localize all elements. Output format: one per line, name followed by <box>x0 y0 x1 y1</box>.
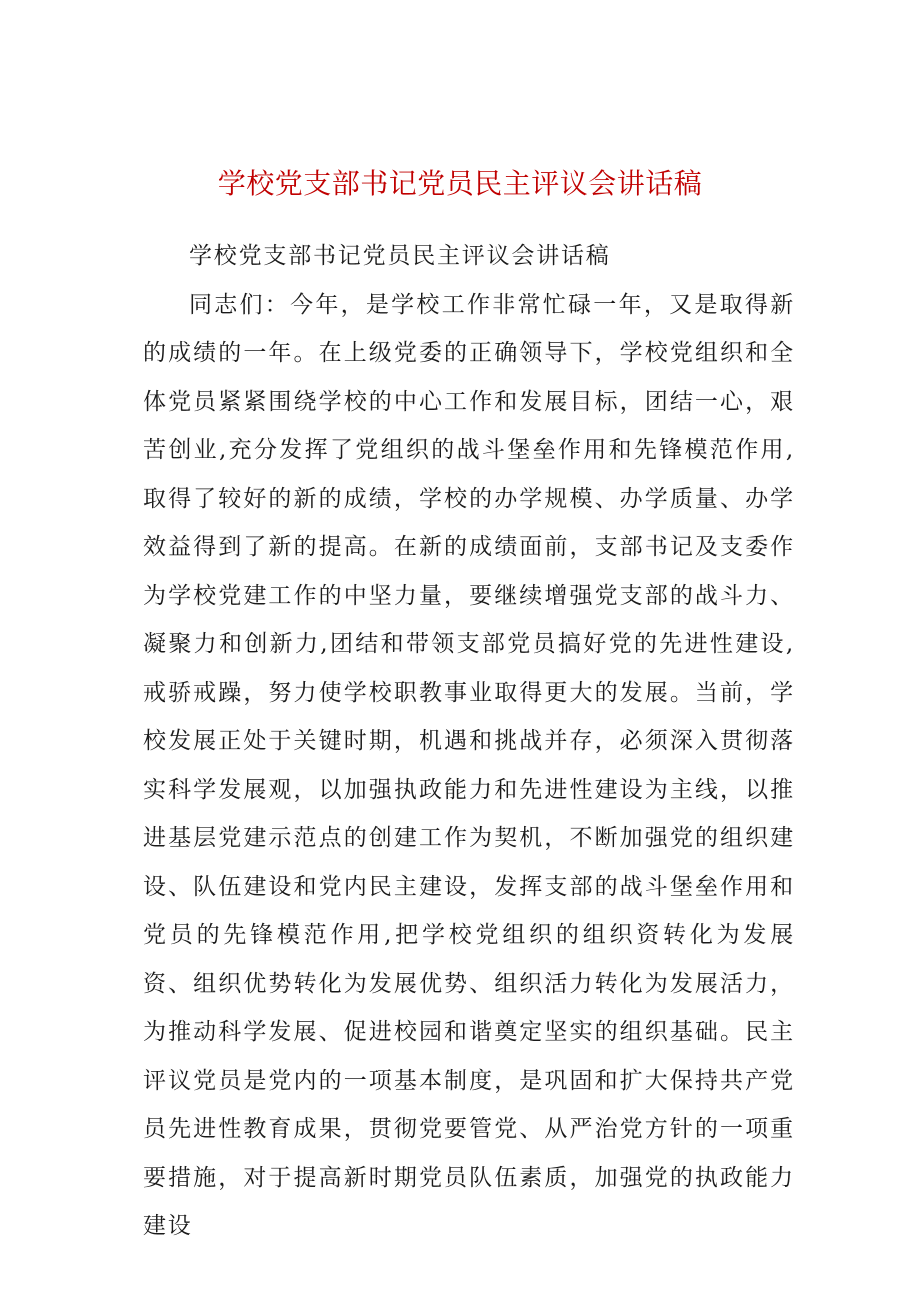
document-title: 学校党支部书记党员民主评议会讲话稿 <box>217 167 703 200</box>
document-body <box>143 232 795 1251</box>
body-paragraph: 同志们：今年，是学校工作非常忙碌一年，又是取得新的成绩的一年。在上级党委的正确领导下，学校党组织和全体党员紧紧围绕学校的中心工作和发展目标，团结一心，艰苦创业,充分发挥了党组织的战斗堡垒作用和先锋模范作用,取得了较好的新的成绩，学校的办学规模、办学质量、办学效益得到了新的提高。在新的成绩面前，支部书记及支委作为学校党建工作的中坚力量，要继续增强党支部的战斗力、凝聚力和创新力,团结和带领支部党员搞好党的先进性建设,戒骄戒躁，努力使学校职教事业取得更大的发展。当前，学校发展正处于关键时期，机遇和挑战并存，必须深入贯彻落实科学发展观，以加强执政能力和先进性建设为主线，以推进基层党建示范点的创建工作为契机，不断加强党的组织建设、队伍建设和党内民主建设，发挥支部的战斗堡垒作用和党员的先锋模范作用,把学校党组织的组织资转化为发展资、组织优势转化为发展优势、组织活力转化为发展活力，为推动科学发展、促进校园和谐奠定坚实的组织基础。民主评议党员是党内的一项基本制度，是巩固和扩大保持共产党员先进性教育成果，贯彻党要管党、从严治党方针的一项重要措施，对于提高新时期党员队伍素质，加强党的执政能力建设 <box>143 291 795 1239</box>
subtitle-paragraph: 学校党支部书记党员民主评议会讲话稿 <box>189 243 611 269</box>
